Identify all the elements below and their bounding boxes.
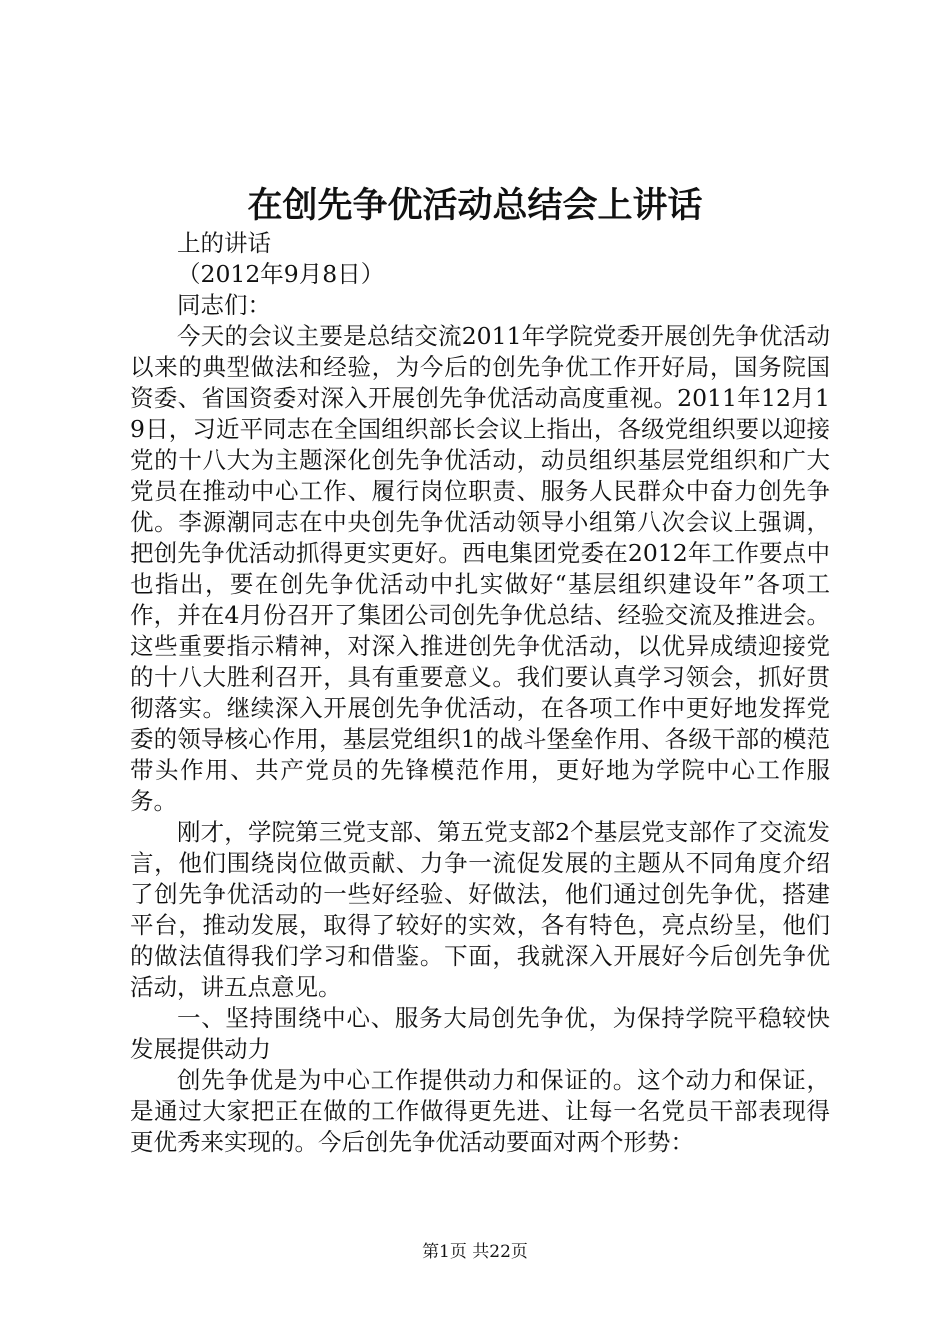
section-heading: 一、坚持围绕中心、服务大局创先争优，为保持学院平稳较快发展提供动力 xyxy=(130,1004,830,1063)
paragraph-body: 今天的会议主要是总结交流2011年学院党委开展创先争优活动以来的典型做法和经验，为今后的创先争优工作开好局，国务院国资委、省国资委对深入开展创先争优活动高度重视。2011年12月19日，习近平同志在全国组织部长会议上指出，各级党组织要以迎接党的十八大为主题深化创先争优活动，动员组织基层党组织和广大党员在推动中心工作、履行岗位职责、服务人民群众中奋力创先争优。李源潮同志在中央创先争优活动领导小组第八次会议上强调，把创先争优活动抓得更实更好。西电集团党委在2012年工作要点中也指出，要在创先争优活动中扎实做好“基层组织建设年”各项工作，并在4月份召开了集团公司创先争优总结、经验交流及推进会。这些重要指示精神，对深入推进创先争优活动，以优异成绩迎接党的十八大胜利召开，具有重要意义。我们要认真学习领会，抓好贯彻落实。继续深入开展创先争优活动，在各项工作中更好地发挥党委的领导核心作用，基层党组织1的战斗堡垒作用、各级干部的模范带头作用、共产党员的先锋模范作用，更好地为学院中心工作服务。 xyxy=(130,322,830,815)
paragraph-body: 刚才，学院第三党支部、第五党支部2个基层党支部作了交流发言，他们围绕岗位做贡献、力争一流促发展的主题从不同角度介绍了创先争优活动的一些好经验、好做法，他们通过创先争优，搭建平台，推动发展，取得了较好的实效，各有特色，亮点纷呈，他们的做法值得我们学习和借鉴。下面，我就深入开展好今后创先争优活动，讲五点意见。 xyxy=(130,818,830,1001)
paragraph-subtitle: 上的讲话 xyxy=(177,229,271,257)
paragraph-salutation: 同志们： xyxy=(177,291,271,319)
paragraph-body: 创先争优是为中心工作提供动力和保证的。这个动力和保证，是通过大家把正在做的工作做得更先进、让每一名党员干部表现得更优秀来实现的。今后创先争优活动要面对两个形势： xyxy=(130,1066,830,1156)
page-number-footer: 第1页 共22页 xyxy=(422,1242,528,1262)
document-title: 在创先争优活动总结会上讲话 xyxy=(247,185,703,226)
document-body xyxy=(130,228,830,1158)
paragraph-date: （2012年9月8日） xyxy=(177,260,385,288)
